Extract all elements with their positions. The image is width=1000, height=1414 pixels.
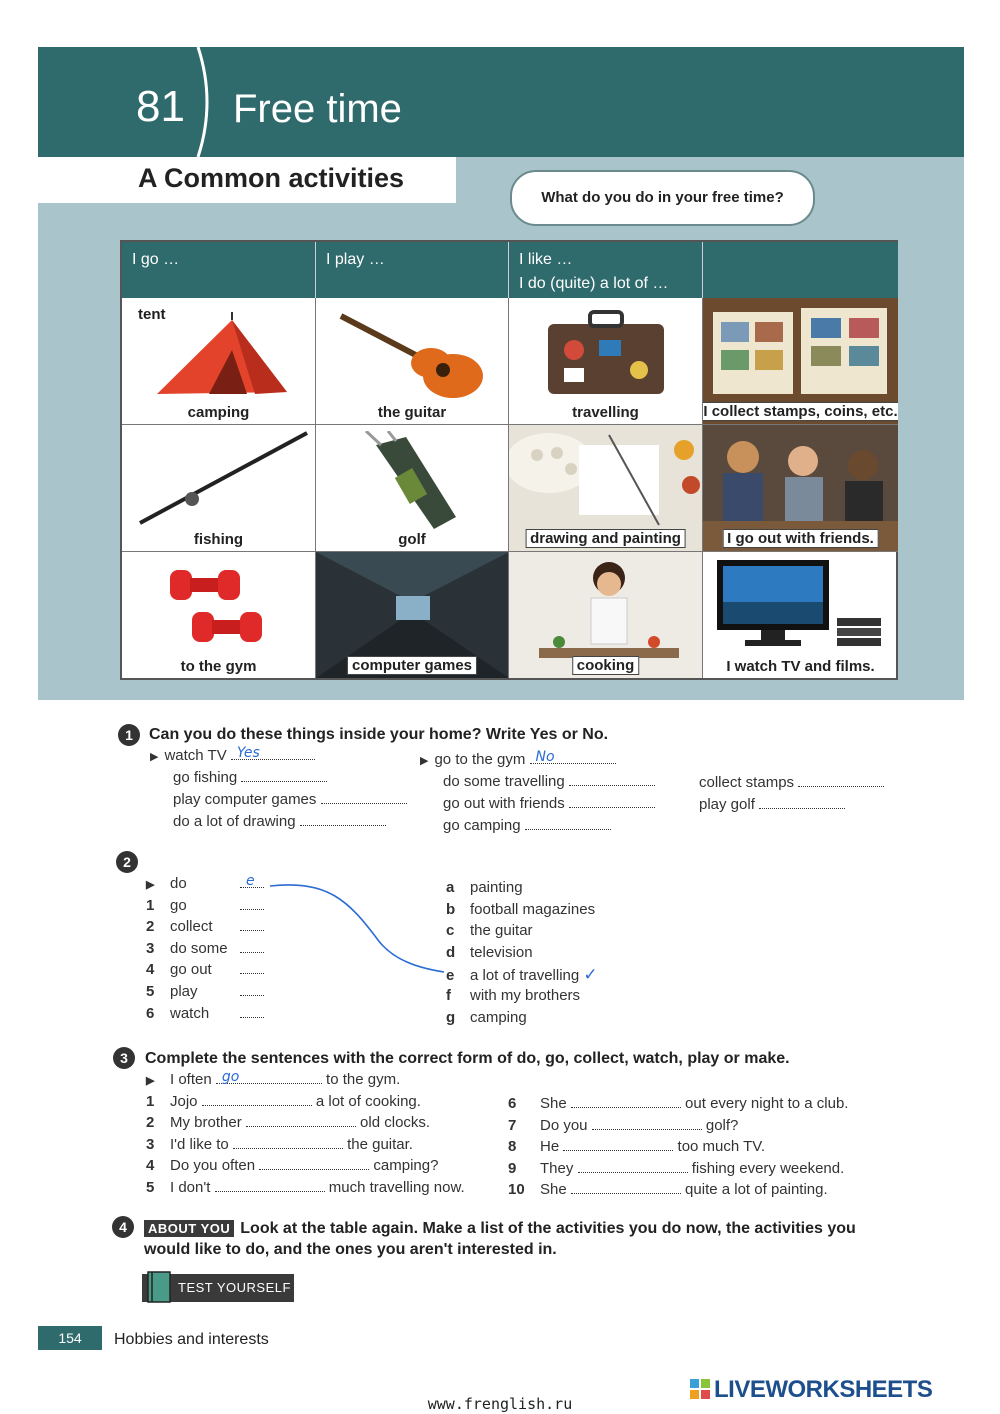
ex3-answer-field[interactable] bbox=[592, 1117, 702, 1130]
ex3-item bbox=[508, 1138, 848, 1160]
ex1-answer-field[interactable] bbox=[241, 769, 327, 782]
ex1-item-text: go out with friends bbox=[443, 795, 565, 812]
section-title-box bbox=[38, 157, 456, 203]
label-fishing: fishing bbox=[193, 531, 244, 548]
ex3-before: She bbox=[540, 1181, 567, 1199]
site-watermark: www.frenglish.ru bbox=[427, 1395, 573, 1413]
ex2-left-text: watch bbox=[170, 1004, 210, 1022]
ex2-right-letter: f bbox=[446, 986, 451, 1004]
ex3-before: Do you bbox=[540, 1116, 588, 1134]
ex2-right-letter: e bbox=[446, 967, 455, 985]
ex3-number: 8 bbox=[508, 1138, 517, 1156]
ex1-answer-field[interactable] bbox=[300, 813, 386, 826]
header-divider-curve bbox=[188, 47, 218, 157]
ex1-answer-field[interactable] bbox=[231, 747, 315, 760]
ex3-before: I often bbox=[170, 1071, 212, 1088]
check-mark-icon: ✓ bbox=[583, 965, 598, 986]
guitar-icon bbox=[331, 308, 496, 403]
ex1-answer-field[interactable] bbox=[569, 795, 655, 808]
example-arrow-icon: ▶ bbox=[146, 1075, 155, 1087]
ex2-right-text: television bbox=[470, 943, 533, 961]
ex1-answer: No bbox=[535, 749, 555, 765]
exercise-4-number: 4 bbox=[112, 1216, 134, 1238]
ex3-number: 10 bbox=[508, 1181, 525, 1199]
footer-topic: Hobbies and interests bbox=[114, 1331, 269, 1348]
ex1-answer: Yes bbox=[236, 745, 260, 761]
ex2-left-text: collect bbox=[170, 918, 213, 936]
exercise-2-left-list bbox=[146, 875, 264, 1026]
ex3-answer-field[interactable] bbox=[202, 1093, 312, 1106]
ex3-before: He bbox=[540, 1138, 560, 1156]
ex3-after: quite a lot of painting. bbox=[685, 1181, 828, 1199]
activities-table bbox=[120, 240, 898, 680]
ex2-answer-field[interactable] bbox=[240, 940, 264, 953]
ex2-right-letter: d bbox=[446, 943, 456, 961]
ex2-left-number: 6 bbox=[146, 1004, 155, 1022]
ex3-item bbox=[146, 1179, 465, 1201]
ex2-left-item bbox=[146, 961, 264, 983]
about-you-badge: ABOUT YOU bbox=[144, 1220, 234, 1237]
label-camping: camping bbox=[187, 404, 250, 421]
exercise-1-col3 bbox=[699, 774, 884, 818]
exercise-4-instruction bbox=[144, 1218, 856, 1260]
ex3-after: old clocks. bbox=[360, 1114, 431, 1132]
ex3-answer-field[interactable] bbox=[259, 1157, 369, 1170]
ex3-item bbox=[508, 1117, 848, 1139]
ex3-before: Do you often bbox=[170, 1157, 256, 1175]
ex3-number: 9 bbox=[508, 1159, 517, 1177]
cell-go-out bbox=[703, 425, 898, 552]
label-go-out: I go out with friends. bbox=[722, 529, 879, 548]
ex1-answer-field[interactable] bbox=[798, 774, 884, 787]
ex2-left-text: go bbox=[170, 896, 187, 914]
unit-header bbox=[38, 47, 964, 157]
ex2-left-number: 2 bbox=[146, 918, 155, 936]
ex1-item bbox=[699, 796, 884, 818]
ex2-right-text: painting bbox=[470, 879, 523, 896]
ex3-after: fishing every weekend. bbox=[691, 1159, 845, 1177]
ex3-number: 6 bbox=[508, 1095, 517, 1112]
tent-label: tent bbox=[138, 306, 166, 323]
ex2-left-item bbox=[146, 897, 264, 919]
section-title: A Common activities bbox=[138, 163, 405, 193]
ex2-right-letter: c bbox=[446, 922, 455, 940]
label-guitar: the guitar bbox=[377, 404, 447, 421]
ex3-answer-field[interactable] bbox=[571, 1181, 681, 1194]
ex1-answer-field[interactable] bbox=[759, 796, 845, 809]
exercise-2-right-list bbox=[446, 879, 598, 1030]
ex2-right-text: football magazines bbox=[470, 900, 596, 918]
ex2-right-item bbox=[446, 901, 598, 923]
tent-icon bbox=[137, 312, 302, 402]
ex3-before: Jojo bbox=[170, 1092, 198, 1110]
notebook-icon bbox=[146, 1270, 172, 1304]
label-travelling: travelling bbox=[572, 404, 639, 421]
cell-golf bbox=[316, 425, 509, 552]
ex2-right-letter: b bbox=[446, 900, 456, 918]
ex2-right-text: the guitar bbox=[470, 922, 533, 940]
ex3-answer: go bbox=[221, 1069, 240, 1085]
cell-gym bbox=[122, 552, 316, 678]
ex2-right-item bbox=[446, 944, 598, 966]
exercise-3-right bbox=[508, 1095, 848, 1203]
table-header-i-like: I like … I do (quite) a lot of … bbox=[509, 242, 703, 298]
example-arrow-icon: ▶ bbox=[146, 879, 155, 891]
ex2-right-text: a lot of travelling bbox=[470, 967, 580, 985]
ex1-item-text: go to the gym bbox=[434, 751, 526, 768]
fishing-rod-icon bbox=[132, 429, 312, 529]
ex2-answer-field[interactable] bbox=[240, 897, 264, 910]
ex3-number: 1 bbox=[146, 1092, 155, 1110]
ex3-answer-field[interactable] bbox=[563, 1138, 673, 1151]
ex1-item bbox=[420, 773, 655, 795]
cell-drawing-painting bbox=[509, 425, 703, 552]
ex2-left-item bbox=[146, 918, 264, 940]
ex1-item bbox=[420, 751, 655, 773]
exercise-1-col2 bbox=[420, 751, 655, 839]
ex3-answer-field[interactable] bbox=[246, 1114, 356, 1127]
ex2-left-text: do some bbox=[170, 939, 228, 957]
ex3-number: 4 bbox=[146, 1157, 155, 1175]
example-arrow-icon: ▶ bbox=[420, 755, 429, 767]
ex1-item-text: go fishing bbox=[173, 769, 238, 786]
page-number: 154 bbox=[38, 1326, 102, 1350]
unit-title: Free time bbox=[233, 87, 402, 131]
ex2-right-item bbox=[446, 965, 598, 987]
liveworksheets-logo bbox=[690, 1376, 932, 1404]
ex3-before: She bbox=[540, 1095, 567, 1112]
ex2-left-number: 4 bbox=[146, 961, 155, 979]
ex3-number: 7 bbox=[508, 1116, 517, 1134]
label-drawing-painting: drawing and painting bbox=[525, 529, 686, 548]
ex3-before: They bbox=[540, 1159, 574, 1177]
cell-fishing bbox=[122, 425, 316, 552]
ex2-answer-field[interactable] bbox=[240, 875, 264, 888]
ex3-answer-field[interactable] bbox=[233, 1136, 343, 1149]
ex3-number: 5 bbox=[146, 1178, 155, 1196]
ex1-item bbox=[150, 747, 407, 769]
table-header-blank bbox=[703, 242, 898, 298]
exercise-4-line-1: Look at the table again. Make a list of the activities you do now, the activities you bbox=[240, 1220, 856, 1237]
ex2-left-item bbox=[146, 940, 264, 962]
exercise-3-number: 3 bbox=[113, 1047, 135, 1069]
ex1-item bbox=[150, 813, 407, 835]
ex3-after: to the gym. bbox=[326, 1071, 401, 1088]
test-yourself-label: TEST YOURSELF bbox=[178, 1280, 291, 1295]
ex2-left-number: 1 bbox=[146, 896, 155, 914]
speech-bubble-text: What do you do in your free time? bbox=[541, 189, 784, 206]
ex3-item bbox=[508, 1181, 848, 1203]
test-yourself-button[interactable] bbox=[142, 1274, 294, 1302]
ex3-after: a lot of cooking. bbox=[315, 1092, 421, 1110]
ex2-right-letter: g bbox=[446, 1008, 456, 1026]
ex3-item bbox=[146, 1136, 465, 1158]
ex2-left-number: 3 bbox=[146, 939, 155, 957]
ex3-before: I'd like to bbox=[170, 1135, 229, 1153]
ex2-right-item bbox=[446, 922, 598, 944]
liveworksheets-logo-text: LIVEWORKSHEETS bbox=[714, 1376, 933, 1403]
label-golf: golf bbox=[398, 531, 426, 548]
ex1-item-text: go camping bbox=[443, 817, 521, 834]
label-cooking: cooking bbox=[572, 656, 640, 675]
cell-travelling bbox=[509, 298, 703, 425]
ex1-item bbox=[699, 774, 884, 796]
suitcase-icon bbox=[544, 310, 669, 400]
cell-watch-tv bbox=[703, 552, 898, 678]
exercise-2-number: 2 bbox=[116, 851, 138, 873]
exercise-1-instruction: Can you do these things inside your home? Write Yes or No. bbox=[149, 726, 609, 743]
ex1-item-text: play computer games bbox=[173, 791, 317, 808]
ex3-item bbox=[508, 1160, 848, 1182]
ex1-item bbox=[150, 769, 407, 791]
ex1-item bbox=[150, 791, 407, 813]
ex2-answer-field[interactable] bbox=[240, 961, 264, 974]
cell-collect-stamps bbox=[703, 298, 898, 425]
ex3-after: camping? bbox=[373, 1157, 439, 1175]
ex3-after: golf? bbox=[705, 1116, 739, 1134]
label-computer-games: computer games bbox=[347, 656, 477, 675]
example-arrow-icon: ▶ bbox=[150, 751, 159, 763]
cell-computer-games bbox=[316, 552, 509, 678]
ex2-right-text: camping bbox=[470, 1008, 527, 1026]
tv-icon bbox=[715, 558, 885, 654]
ex2-answer-field[interactable] bbox=[240, 983, 264, 996]
ex3-item bbox=[146, 1093, 465, 1115]
ex3-before: I don't bbox=[170, 1178, 211, 1196]
exercise-1-col1 bbox=[150, 747, 407, 835]
exercise-3-instruction: Complete the sentences with the correct form of do, go, collect, watch, play or make. bbox=[145, 1050, 790, 1067]
ex3-number: 2 bbox=[146, 1114, 155, 1132]
exercise-4-line-2: would like to do, and the ones you aren't interested in. bbox=[144, 1241, 557, 1258]
ex2-left-item bbox=[146, 983, 264, 1005]
ex1-item bbox=[420, 817, 655, 839]
cell-cooking bbox=[509, 552, 703, 678]
ex3-after: much travelling now. bbox=[328, 1178, 465, 1196]
ex3-item bbox=[146, 1071, 465, 1093]
ex1-answer-field[interactable] bbox=[530, 751, 616, 764]
speech-bubble bbox=[510, 170, 815, 226]
ex1-item-text: play golf bbox=[699, 796, 755, 813]
cell-guitar bbox=[316, 298, 509, 425]
ex3-answer-field[interactable] bbox=[571, 1095, 681, 1108]
ex3-item bbox=[146, 1114, 465, 1136]
unit-number: 81 bbox=[136, 82, 185, 131]
ex2-right-item bbox=[446, 1009, 598, 1031]
table-header-i-play: I play … bbox=[316, 242, 509, 298]
ex2-right-text: with my brothers bbox=[470, 986, 581, 1004]
ex1-answer-field[interactable] bbox=[321, 791, 407, 804]
exercise-1-number: 1 bbox=[118, 724, 140, 746]
ex3-answer-field[interactable] bbox=[215, 1179, 325, 1192]
ex3-number: 3 bbox=[146, 1135, 155, 1153]
ex1-item bbox=[420, 795, 655, 817]
ex1-answer-field[interactable] bbox=[569, 773, 655, 786]
ex2-left-item bbox=[146, 1005, 264, 1027]
ex1-item-text: watch TV bbox=[164, 747, 227, 764]
ex3-answer-field[interactable] bbox=[216, 1071, 322, 1084]
exercise-3-left bbox=[146, 1071, 465, 1201]
ex2-answer-field[interactable] bbox=[240, 1005, 264, 1018]
ex3-after: out every night to a club. bbox=[685, 1095, 849, 1112]
ex1-item-text: do some travelling bbox=[443, 773, 565, 790]
ex2-left-number: 5 bbox=[146, 982, 155, 1000]
ex2-answer: e bbox=[246, 873, 255, 889]
label-watch-tv: I watch TV and films. bbox=[726, 658, 875, 675]
ex1-item-text: collect stamps bbox=[699, 774, 795, 791]
ex3-item bbox=[146, 1157, 465, 1179]
ex3-after: the guitar. bbox=[347, 1135, 413, 1153]
ex1-item-text: do a lot of drawing bbox=[173, 813, 296, 830]
ex3-answer-field[interactable] bbox=[578, 1160, 688, 1173]
match-line bbox=[268, 880, 448, 980]
ex2-left-text: go out bbox=[170, 961, 212, 979]
golf-bag-icon bbox=[356, 431, 476, 531]
label-collect-stamps: I collect stamps, coins, etc. bbox=[703, 402, 898, 421]
cell-camping bbox=[122, 298, 316, 425]
ex2-right-item bbox=[446, 879, 598, 901]
ex3-after: too much TV. bbox=[677, 1138, 766, 1156]
liveworksheets-mark-icon bbox=[690, 1379, 710, 1399]
ex2-right-item bbox=[446, 987, 598, 1009]
dumbbells-icon bbox=[162, 560, 282, 655]
ex1-answer-field[interactable] bbox=[525, 817, 611, 830]
ex2-answer-field[interactable] bbox=[240, 918, 264, 931]
stamp-album-icon bbox=[711, 306, 891, 398]
ex3-before: My brother bbox=[170, 1114, 242, 1132]
ex2-left-item bbox=[146, 875, 264, 897]
table-header-i-go: I go … bbox=[122, 242, 316, 298]
ex3-item bbox=[508, 1095, 848, 1117]
ex2-left-text: play bbox=[170, 982, 198, 1000]
ex2-left-text: do bbox=[170, 875, 187, 892]
label-gym: to the gym bbox=[180, 658, 257, 675]
ex2-right-letter: a bbox=[446, 879, 455, 896]
